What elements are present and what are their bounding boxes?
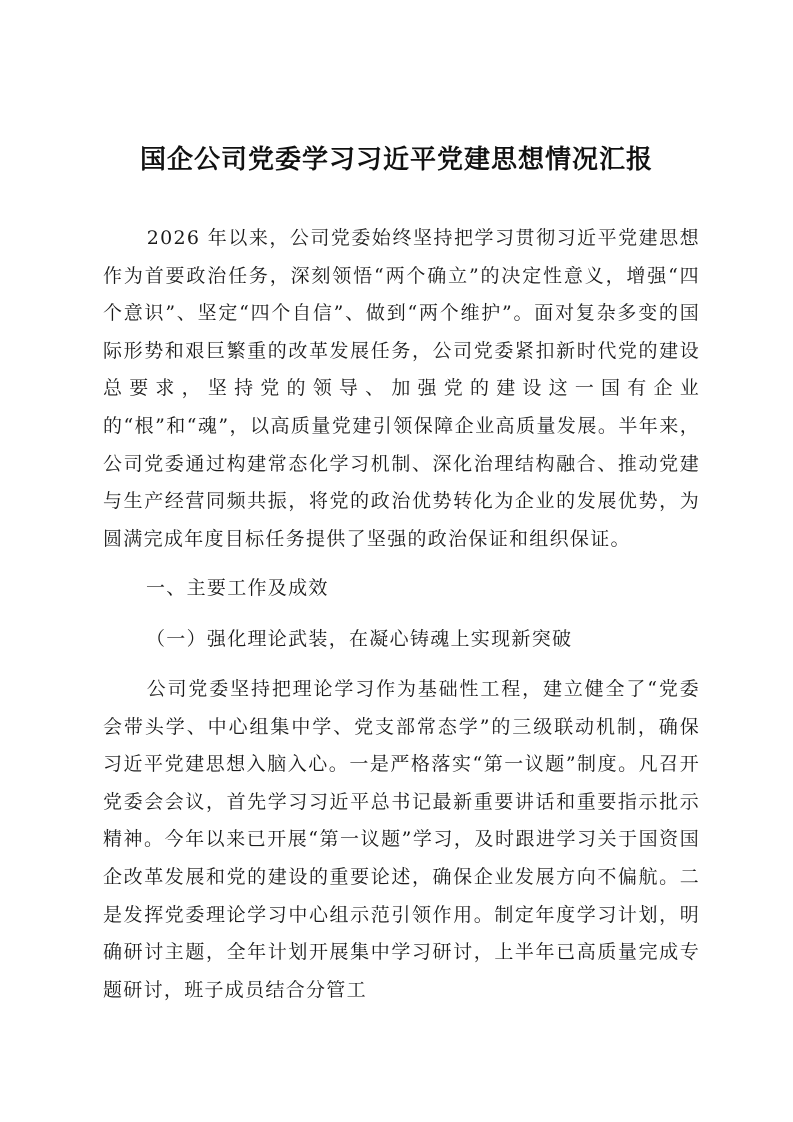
body-paragraph: 公司党委坚持把理论学习作为基础性工程，建立健全了“党委会带头学、中心组集中学、党支部常态学”的三级联动机制，确保习近平党建思想入脑入心。一是严格落实“第一议题”制度。凡召开党委会会议，首先学习习近平总书记最新重要讲话和重要指示批示精神。今年以来已开展“第一议题”学习，及时跟进学习关于国资国企改革发展和党的建设的重要论述，确保企业发展方向不偏航。二是发挥党委理论学习中心组示范引领作用。制定年度学习计划，明确研讨主题，全年计划开展集中学习研讨，上半年已高质量完成专题研讨，班子成员结合分管工 [103,678,700,1001]
subsection-heading: （一）强化理论武装，在凝心铸魂上实现新突破 [146,628,573,650]
document-title: 国企公司党委学习习近平党建思想情况汇报 [139,145,653,175]
intro-paragraph: 2026 年以来，公司党委始终坚持把学习贯彻习近平党建思想作为首要政治任务，深刻领悟“两个确立”的决定性意义，增强“四个意识”、坚定“四个自信”、做到“两个维护”。面对复杂多变的国际形势和艰巨繁重的改革发展任务，公司党委紧扣新时代党的建设总要求，坚持党的领导、加强党的建设这一国有企业的“根”和“魂”，以高质量党建引领保障企业高质量发展。半年来，公司党委通过构建常态化学习机制、深化治理结构融合、推动党建与生产经营同频共振，将党的政治优势转化为企业的发展优势，为圆满完成年度目标任务提供了坚强的政治保证和组织保证。 [103,227,700,550]
section-heading: 一、主要工作及成效 [146,577,329,599]
